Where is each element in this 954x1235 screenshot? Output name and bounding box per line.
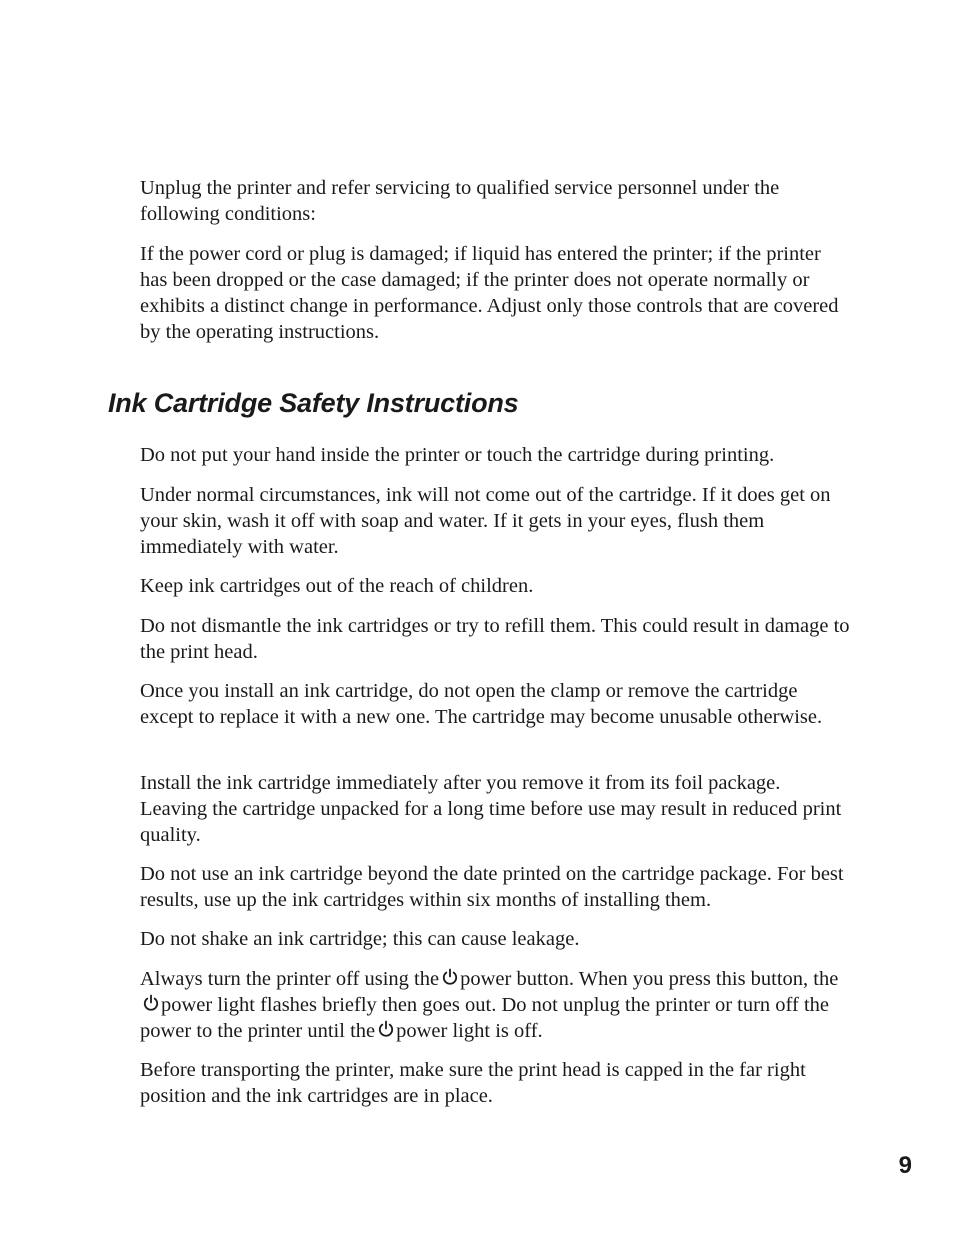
transport-paragraph: Before transporting the printer, make sure the print head is capped in the far right position and the ink cartridges are in place.: [140, 1059, 806, 1107]
section-heading: Ink Cartridge Safety Instructions: [108, 388, 519, 418]
power-text-2: power button. When you press this button, the: [460, 968, 839, 990]
power-text-1: Always turn the printer off using the: [140, 968, 440, 990]
safety-paragraph-2: Under normal circumstances, ink will not come out of the cartridge. If it does get on your skin, wash it off with soap and water. If it gets in your eyes, flush them immediately with water.: [140, 484, 831, 558]
safety-paragraph-6: Install the ink cartridge immediately after you remove it from its foil package. Leaving the cartridge unpacked for a long time before use may result in reduced print quality.: [140, 772, 842, 846]
power-icon: [442, 968, 458, 986]
power-icon: [378, 1020, 394, 1038]
safety-paragraph-7: Do not use an ink cartridge beyond the date printed on the cartridge package. For best results, use up the ink cartridges within six months of installing them.: [140, 863, 844, 911]
power-text-3: power light flashes briefly then goes out. Do not unplug the printer or turn off the power to the printer until the: [140, 994, 830, 1042]
safety-paragraph-4: Do not dismantle the ink cartridges or try to refill them. This could result in damage to the print head.: [140, 615, 850, 663]
safety-paragraph-3: Keep ink cartridges out of the reach of children.: [140, 575, 534, 597]
safety-paragraph-8: Do not shake an ink cartridge; this can cause leakage.: [140, 928, 580, 950]
power-icon: [143, 994, 159, 1012]
intro-paragraph-1: Unplug the printer and refer servicing to qualified service personnel under the following conditions:: [140, 177, 780, 225]
power-off-paragraph: [140, 966, 850, 1044]
safety-paragraph-1: Do not put your hand inside the printer or touch the cartridge during printing.: [140, 444, 775, 466]
safety-paragraph-5: Once you install an ink cartridge, do not open the clamp or remove the cartridge except to replace it with a new one. The cartridge may become unusable otherwise.: [140, 680, 823, 728]
page-number: 9: [898, 1152, 912, 1179]
power-text-4: power light is off.: [396, 1020, 543, 1042]
intro-paragraph-2: If the power cord or plug is damaged; if liquid has entered the printer; if the printer has been dropped or the case damaged; if the printer does not operate normally or exhibits a distinct change in performance. Adjust only those controls that are covered by the operating instructions.: [140, 243, 839, 343]
